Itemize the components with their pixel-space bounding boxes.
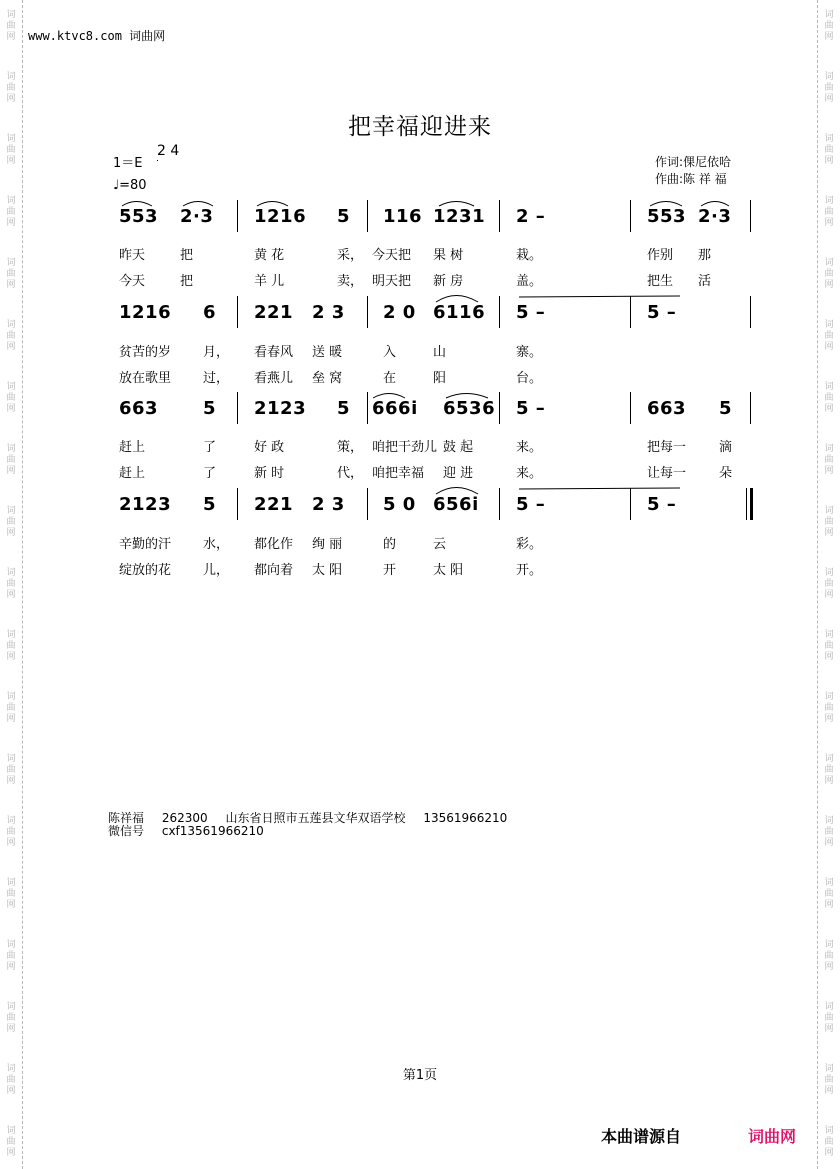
note-group: 663 — [647, 398, 687, 419]
watermark-mark: 词 曲 网 — [824, 134, 834, 166]
bar-line — [237, 296, 238, 328]
lyric: 那 — [698, 248, 712, 263]
bar-line — [237, 200, 238, 232]
note-group: 5 — [203, 494, 217, 515]
lyric: 盖。 — [516, 274, 543, 289]
watermark-mark: 词 曲 网 — [824, 320, 834, 352]
lyric: 让每一 — [647, 466, 687, 481]
watermark-mark: 词 曲 网 — [824, 940, 834, 972]
bar-line — [237, 488, 238, 520]
lyric: 开。 — [516, 563, 543, 578]
footer-wechat-id: cxf13561966210 — [161, 824, 264, 838]
lyric: 太 阳 — [312, 563, 343, 578]
watermark-mark: 词 曲 网 — [6, 196, 16, 228]
bar-line — [499, 392, 500, 424]
watermark-mark: 词 曲 网 — [6, 754, 16, 786]
watermark-mark: 词 曲 网 — [824, 506, 834, 538]
lyric: 活 — [698, 274, 712, 289]
lyricist-credit: 作词:倮尼依哈 — [655, 155, 732, 169]
watermark-mark: 词 曲 网 — [6, 506, 16, 538]
watermark-mark: 词 曲 网 — [824, 692, 834, 724]
composer-credit: 作曲:陈 祥 福 — [655, 172, 727, 186]
note-group: 5 – — [647, 302, 677, 323]
brand-logo[interactable]: 词曲网 — [748, 1127, 797, 1146]
source-label: 本曲谱源自 — [601, 1127, 682, 1146]
lyric: 咱把干劲儿 — [372, 440, 438, 455]
watermark-mark: 词 曲 网 — [6, 444, 16, 476]
footer-address: 山东省日照市五莲县文华双语学校 — [225, 811, 406, 825]
bar-line — [367, 392, 368, 424]
lyric: 采， — [337, 248, 364, 263]
lyric: 新 房 — [433, 274, 464, 289]
watermark-mark: 词 曲 网 — [824, 196, 834, 228]
watermark-mark: 词 曲 网 — [824, 382, 834, 414]
watermark-mark: 词 曲 网 — [6, 568, 16, 600]
bar-line — [630, 296, 631, 328]
lyric: 在 — [383, 371, 397, 386]
left-watermark-strip — [0, 0, 23, 1169]
lyric: 新 时 — [254, 466, 285, 481]
bar-line — [367, 296, 368, 328]
lyric: 入 — [383, 345, 397, 360]
time-signature — [157, 143, 179, 160]
lyric: 羊 儿 — [254, 274, 285, 289]
lyric: 送 暖 — [312, 345, 343, 360]
watermark-mark: 词 曲 网 — [6, 878, 16, 910]
lyric: 都化作 — [254, 537, 294, 552]
lyric: 明天把 — [372, 274, 412, 289]
lyric: 的 — [383, 537, 397, 552]
lyric: 果 树 — [433, 248, 464, 263]
bar-line — [499, 296, 500, 328]
lyric: 赶上 — [119, 466, 146, 481]
watermark-mark: 词 曲 网 — [824, 258, 834, 290]
time-sig-divider — [157, 160, 158, 161]
lyric: 把每一 — [647, 440, 687, 455]
lyric: 把 — [180, 274, 194, 289]
watermark-mark: 词 曲 网 — [6, 134, 16, 166]
note-group: 221 — [254, 494, 294, 515]
bar-line — [367, 488, 368, 520]
note-group: 2·3 — [180, 206, 214, 227]
note-group: 6116 — [433, 302, 486, 323]
bar-line — [630, 392, 631, 424]
note-group: 1231 — [433, 206, 486, 227]
lyric: 月， — [203, 345, 230, 360]
watermark-mark: 词 曲 网 — [824, 1064, 834, 1096]
lyric: 栽。 — [516, 248, 543, 263]
watermark-mark: 词 曲 网 — [6, 1126, 16, 1158]
note-group: 116 — [383, 206, 423, 227]
note-group: 221 — [254, 302, 294, 323]
footer-postcode: 262300 — [161, 811, 208, 825]
note-group: 5 0 — [383, 494, 416, 515]
note-group: 5 – — [516, 398, 546, 419]
lyric: 鼓 起 — [443, 440, 474, 455]
song-title: 把幸福迎进来 — [348, 114, 492, 140]
note-group: 656i — [433, 494, 479, 515]
watermark-mark: 词 曲 网 — [824, 816, 834, 848]
bar-line — [630, 488, 631, 520]
footer-wechat-label: 微信号 — [108, 824, 145, 838]
lyric: 来。 — [516, 440, 543, 455]
quarter-note-icon: ♩ — [113, 178, 120, 193]
bar-line — [750, 392, 751, 424]
bar-line — [367, 200, 368, 232]
watermark-mark: 词 曲 网 — [824, 878, 834, 910]
note-group: 2·3 — [698, 206, 732, 227]
note-group: 1216 — [254, 206, 307, 227]
note-group: 2123 — [254, 398, 307, 419]
lyric: 台。 — [516, 371, 543, 386]
watermark-mark: 词 曲 网 — [824, 444, 834, 476]
watermark-mark: 词 曲 网 — [6, 1064, 16, 1096]
lyric: 迎 进 — [443, 466, 474, 481]
tie — [519, 296, 680, 297]
watermark-mark: 词 曲 网 — [824, 72, 834, 104]
note-group: 5 – — [516, 494, 546, 515]
time-sig-top: 2 — [157, 143, 166, 159]
lyric: 了 — [203, 440, 217, 455]
watermark-mark: 词 曲 网 — [6, 692, 16, 724]
site-label[interactable]: www.ktvc8.com 词曲网 — [28, 29, 166, 43]
right-watermark-strip — [817, 0, 840, 1169]
lyric: 彩。 — [516, 537, 543, 552]
lyric: 咱把幸福 — [372, 466, 425, 481]
watermark-mark: 词 曲 网 — [824, 10, 834, 42]
note-group: 2123 — [119, 494, 172, 515]
tempo-marking — [113, 178, 147, 193]
lyric: 好 政 — [254, 440, 285, 455]
lyric: 寨。 — [516, 345, 543, 360]
note-group: 553 — [119, 206, 159, 227]
footer-wechat-line — [108, 822, 278, 839]
watermark-mark: 词 曲 网 — [6, 816, 16, 848]
lyric: 卖， — [337, 274, 364, 289]
lyric: 过， — [203, 371, 230, 386]
note-group: 5 — [337, 206, 351, 227]
note-group: 553 — [647, 206, 687, 227]
lyric: 把生 — [647, 274, 674, 289]
watermark-mark: 词 曲 网 — [824, 630, 834, 662]
lyric: 把 — [180, 248, 194, 263]
time-sig-bottom: 4 — [170, 143, 180, 159]
bar-line — [499, 488, 500, 520]
bar-line-thick — [750, 488, 753, 520]
lyric: 代， — [337, 466, 364, 481]
watermark-mark: 词 曲 网 — [824, 1126, 834, 1158]
note-group: 663 — [119, 398, 159, 419]
lyric: 看春风 — [254, 345, 294, 360]
bar-line — [237, 392, 238, 424]
lyric: 今天把 — [372, 248, 412, 263]
watermark-mark: 词 曲 网 — [824, 1002, 834, 1034]
watermark-mark: 词 曲 网 — [6, 258, 16, 290]
lyric: 今天 — [119, 274, 146, 289]
note-group: 5 – — [647, 494, 677, 515]
lyric: 水， — [203, 537, 230, 552]
note-group: 5 — [337, 398, 351, 419]
lyric: 开 — [383, 563, 397, 578]
note-group: 1216 — [119, 302, 172, 323]
note-group: 5 — [203, 398, 217, 419]
watermark-mark: 词 曲 网 — [6, 1002, 16, 1034]
lyric: 朵 — [719, 466, 733, 481]
bar-line — [750, 296, 751, 328]
note-group: 2 3 — [312, 494, 345, 515]
page-number: 第1页 — [402, 1068, 438, 1083]
lyric: 了 — [203, 466, 217, 481]
note-group: 6536 — [443, 398, 496, 419]
tie — [519, 488, 680, 489]
lyric: 阳 — [433, 371, 447, 386]
watermark-mark: 词 曲 网 — [6, 382, 16, 414]
note-group: 6 — [203, 302, 217, 323]
watermark-mark: 词 曲 网 — [6, 10, 16, 42]
lyric: 放在歌里 — [119, 371, 172, 386]
watermark-mark: 词 曲 网 — [6, 940, 16, 972]
lyric: 滴 — [719, 440, 733, 455]
watermark-mark: 词 曲 网 — [824, 568, 834, 600]
lyric: 都向着 — [254, 563, 294, 578]
bar-line-thin — [746, 488, 747, 520]
watermark-mark: 词 曲 网 — [6, 72, 16, 104]
lyric: 山 — [433, 345, 447, 360]
watermark-mark: 词 曲 网 — [6, 630, 16, 662]
note-group: 5 — [719, 398, 733, 419]
lyric: 辛勤的汗 — [119, 537, 172, 552]
watermark-mark: 词 曲 网 — [824, 754, 834, 786]
note-group: 5 – — [516, 302, 546, 323]
lyric: 昨天 — [119, 248, 146, 263]
lyric: 绚 丽 — [312, 537, 343, 552]
note-group: 666i — [372, 398, 418, 419]
watermark-mark: 词 曲 网 — [6, 320, 16, 352]
note-group: 2 – — [516, 206, 546, 227]
key-signature: 1＝E — [113, 156, 143, 171]
bar-line — [750, 200, 751, 232]
lyric: 赶上 — [119, 440, 146, 455]
lyric: 来。 — [516, 466, 543, 481]
lyric: 贫苦的岁 — [119, 345, 172, 360]
tempo-value: =80 — [119, 178, 147, 193]
lyric: 云 — [433, 537, 447, 552]
note-group: 2 3 — [312, 302, 345, 323]
lyric: 垒 窝 — [312, 371, 343, 386]
lyric: 儿， — [203, 563, 230, 578]
footer-phone: 13561966210 — [423, 811, 508, 825]
bar-line — [630, 200, 631, 232]
lyric: 太 阳 — [433, 563, 464, 578]
lyric: 黄 花 — [254, 248, 285, 263]
lyric: 策， — [337, 440, 364, 455]
bar-line — [499, 200, 500, 232]
footer-name: 陈祥福 — [108, 811, 145, 825]
note-group: 2 0 — [383, 302, 416, 323]
lyric: 绽放的花 — [119, 563, 172, 578]
lyric: 作别 — [647, 248, 674, 263]
lyric: 看燕儿 — [254, 371, 294, 386]
